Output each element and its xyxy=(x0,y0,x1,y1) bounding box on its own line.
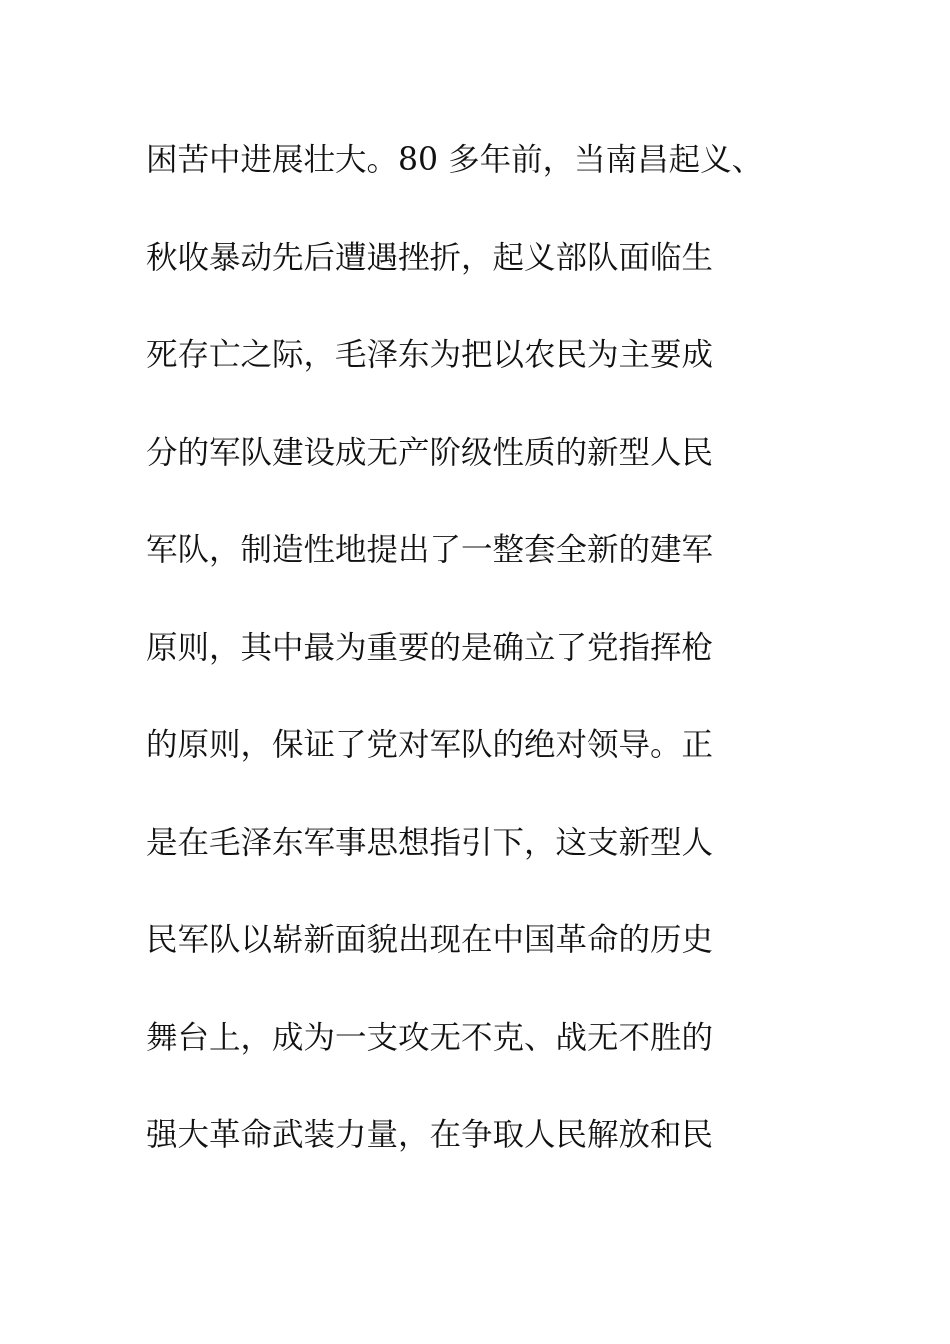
text-line: 民军队以崭新面貌出现在中国革命的历史 xyxy=(146,922,714,958)
text-line: 强大革命武装力量，在争取人民解放和民 xyxy=(146,1117,714,1153)
text-line: 原则，其中最为重要的是确立了党指挥枪 xyxy=(146,629,714,666)
text-line: 死存亡之际，毛泽东为把以农民为主要成 xyxy=(146,337,714,373)
text-line: 秋收暴动先后遭遇挫折，起义部队面临生 xyxy=(146,239,714,276)
text-line: 是在毛泽东军事思想指引下，这支新型人 xyxy=(146,824,714,861)
text-line: 军队，制造性地提出了一整套全新的建军 xyxy=(146,532,714,568)
text-line: 舞台上，成为一支攻无不克、战无不胜的 xyxy=(146,1019,714,1056)
body-text xyxy=(146,132,846,1205)
text-line: 困苦中进展壮大。80 多年前，当南昌起义、 xyxy=(146,142,764,178)
text-line: 的原则，保证了党对军队的绝对领导。正 xyxy=(146,727,714,763)
text-line: 分的军队建设成无产阶级性质的新型人民 xyxy=(146,434,714,471)
